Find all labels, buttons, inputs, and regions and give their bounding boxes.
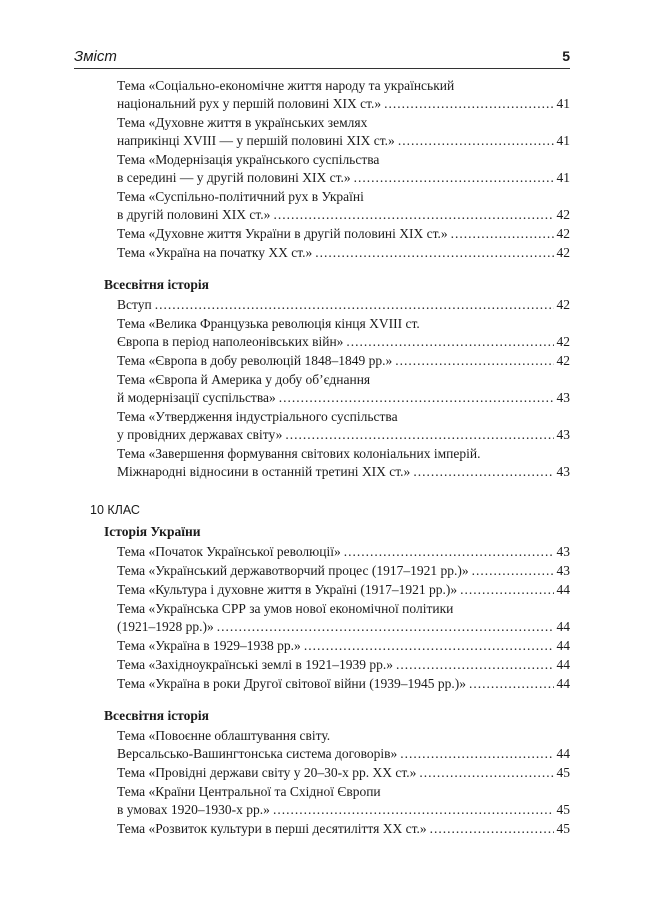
toc-entry-title-end: національний рух у першій половині XIX ст.» — [117, 96, 382, 111]
dot-leader — [354, 169, 554, 187]
toc-entry-title-end: Міжнародні відносини в останній третині XIX ст.» — [117, 464, 411, 479]
toc-entry[interactable] — [117, 352, 570, 370]
toc-entry[interactable] — [117, 581, 570, 599]
toc-page-number: 42 — [556, 297, 570, 312]
toc-entry-line: Тема «Країни Центральної та Східної Європи — [117, 784, 381, 799]
toc-entry-leader-line — [117, 169, 570, 187]
toc-entry-title-end: у провідних державах світу» — [117, 427, 283, 442]
toc-entry-title-end: (1921–1928 рр.)» — [117, 619, 214, 634]
toc-entry-line: Тема «Соціально-економічне життя народу та український — [117, 78, 455, 93]
toc-page-number: 42 — [556, 353, 570, 368]
toc-entry[interactable] — [117, 727, 570, 763]
dot-leader — [398, 132, 554, 150]
dot-leader — [451, 225, 554, 243]
toc-entry-leader-line — [117, 637, 570, 655]
dot-leader — [285, 426, 553, 444]
toc-entry-title-end: Вступ — [117, 297, 152, 312]
section-heading: Всесвітня історія — [104, 708, 209, 723]
toc-page-number: 42 — [556, 226, 570, 241]
toc-entry-line: Тема «Велика Французька революція кінця XVIII ст. — [117, 316, 420, 331]
toc-entry[interactable] — [117, 764, 570, 782]
toc-page-number: 43 — [556, 563, 570, 578]
toc-entry-title-end: й модернізації суспільства» — [117, 390, 276, 405]
toc-entry-line: Тема «Утвердження індустріального суспільства — [117, 409, 398, 424]
toc-entry-line: Тема «Європа й Америка у добу об’єднання — [117, 372, 371, 387]
toc-entry[interactable] — [117, 151, 570, 187]
grade-label: 10 КЛАС — [90, 503, 140, 517]
toc-entry[interactable] — [117, 820, 570, 838]
dot-leader — [346, 333, 553, 351]
toc-entry-title-end: Тема «Західноукраїнські землі в 1921–1939 рр.» — [117, 657, 393, 672]
toc-page-number: 42 — [556, 334, 570, 349]
toc-entry-leader-line — [117, 543, 570, 561]
toc-page-number: 43 — [556, 390, 570, 405]
toc-page-number: 43 — [556, 544, 570, 559]
toc-page-number: 44 — [556, 582, 570, 597]
running-header — [74, 44, 570, 69]
dot-leader — [344, 543, 554, 561]
toc-entry[interactable] — [117, 408, 570, 444]
toc-entry-leader-line — [117, 225, 570, 243]
toc-entry-title-end: в умовах 1920–1930-х рр.» — [117, 802, 270, 817]
toc-entry-line: Тема «Повоєнне облаштування світу. — [117, 728, 331, 743]
toc-page-number: 45 — [556, 821, 570, 836]
toc-entry-title-end: Тема «Культура і духовне життя в Україні (1917–1921 рр.)» — [117, 582, 458, 597]
toc-page-number: 41 — [556, 170, 570, 185]
toc-entry-title-end: Тема «Початок Української революції» — [117, 544, 341, 559]
toc-entry-title-end: Версальсько-Вашингтонська система договорів» — [117, 746, 398, 761]
toc-entry-line: Тема «Українська СРР за умов нової економічної політики — [117, 601, 454, 616]
toc-entry-leader-line — [117, 389, 570, 407]
section-heading: Всесвітня історія — [104, 277, 209, 292]
toc-entry-line: Тема «Духовне життя в українських землях — [117, 115, 368, 130]
toc-entry-leader-line — [117, 206, 570, 224]
toc-entry-leader-line — [117, 463, 570, 481]
toc-entry[interactable] — [117, 783, 570, 819]
page-number: 5 — [562, 48, 570, 64]
toc-entry-leader-line — [117, 95, 570, 113]
toc-entry-title-end: наприкінці XVIII — у першій половині XIX ст.» — [117, 133, 395, 148]
dot-leader — [273, 801, 554, 819]
toc-entry[interactable] — [117, 371, 570, 407]
section-heading: Історія України — [104, 524, 201, 539]
toc-entry-leader-line — [117, 352, 570, 370]
toc-entry[interactable] — [117, 114, 570, 150]
toc-entry-title-end: Тема «Український державотворчий процес (1917–1921 рр.)» — [117, 563, 469, 578]
toc-entry-title-end: в середині — у другій половині XIX ст.» — [117, 170, 351, 185]
toc-entry[interactable] — [117, 562, 570, 580]
table-of-contents — [90, 77, 570, 839]
toc-entry[interactable] — [117, 315, 570, 351]
toc-entry-title-end: Тема «Україна в 1929–1938 рр.» — [117, 638, 301, 653]
toc-entry-leader-line — [117, 764, 570, 782]
toc-entry-leader-line — [117, 675, 570, 693]
dot-leader — [413, 463, 553, 481]
toc-entry-leader-line — [117, 820, 570, 838]
dot-leader — [419, 764, 553, 782]
dot-leader — [460, 581, 553, 599]
toc-page-number: 45 — [556, 802, 570, 817]
toc-entry-leader-line — [117, 244, 570, 262]
toc-entry[interactable] — [117, 445, 570, 481]
toc-entry[interactable] — [117, 244, 570, 262]
toc-entry[interactable] — [117, 77, 570, 113]
toc-page-number: 41 — [556, 133, 570, 148]
toc-entry-leader-line — [117, 333, 570, 351]
toc-entry[interactable] — [117, 225, 570, 243]
toc-entry[interactable] — [117, 637, 570, 655]
toc-entry-title-end: Тема «Україна в роки Другої світової війни (1939–1945 рр.)» — [117, 676, 466, 691]
toc-entry-leader-line — [117, 562, 570, 580]
dot-leader — [396, 656, 554, 674]
toc-page-number: 44 — [556, 657, 570, 672]
dot-leader — [430, 820, 554, 838]
toc-entry-leader-line — [117, 296, 570, 314]
toc-entry[interactable] — [117, 675, 570, 693]
toc-entry-title-end: Європа в період наполеонівських війн» — [117, 334, 344, 349]
dot-leader — [395, 352, 553, 370]
toc-entry[interactable] — [117, 600, 570, 636]
dot-leader — [217, 618, 554, 636]
toc-entry-leader-line — [117, 656, 570, 674]
toc-entry-title-end: в другій половині XIX ст.» — [117, 207, 271, 222]
dot-leader — [304, 637, 554, 655]
toc-entry-title-end: Тема «Духовне життя України в другій половині XIX ст.» — [117, 226, 448, 241]
toc-entry[interactable] — [117, 656, 570, 674]
toc-entry-leader-line — [117, 801, 570, 819]
toc-entry-leader-line — [117, 581, 570, 599]
toc-page-number: 43 — [556, 464, 570, 479]
toc-page-number: 42 — [556, 207, 570, 222]
toc-entry-line: Тема «Модернізація українського суспільства — [117, 152, 380, 167]
toc-page-number: 45 — [556, 765, 570, 780]
dot-leader — [155, 296, 554, 314]
toc-entry[interactable] — [117, 296, 570, 314]
toc-entry[interactable] — [117, 543, 570, 561]
toc-entry-title-end: Тема «Провідні держави світу у 20–30-х рр. XX ст.» — [117, 765, 417, 780]
toc-entry-leader-line — [117, 132, 570, 150]
dot-leader — [279, 389, 554, 407]
toc-page-number: 43 — [556, 427, 570, 442]
toc-entry[interactable] — [117, 188, 570, 224]
toc-entry-title-end: Тема «Європа в добу революцій 1848–1849 рр.» — [117, 353, 393, 368]
toc-page-number: 44 — [556, 746, 570, 761]
toc-page-number: 44 — [556, 676, 570, 691]
toc-entry-leader-line — [117, 745, 570, 763]
dot-leader — [384, 95, 553, 113]
toc-page-number: 41 — [556, 96, 570, 111]
dot-leader — [315, 244, 553, 262]
toc-page-number: 42 — [556, 245, 570, 260]
header-title: Зміст — [74, 48, 117, 65]
dot-leader — [400, 745, 553, 763]
dot-leader — [472, 562, 554, 580]
dot-leader — [469, 675, 554, 693]
toc-page-number: 44 — [556, 638, 570, 653]
toc-entry-leader-line — [117, 426, 570, 444]
toc-entry-line: Тема «Суспільно-політичний рух в Україні — [117, 189, 364, 204]
toc-entry-title-end: Тема «Розвиток культури в перші десятиліття XX ст.» — [117, 821, 427, 836]
toc-entry-line: Тема «Завершення формування світових колоніальних імперій. — [117, 446, 481, 461]
toc-entry-leader-line — [117, 618, 570, 636]
toc-entry-title-end: Тема «Україна на початку XX ст.» — [117, 245, 313, 260]
toc-page-number: 44 — [556, 619, 570, 634]
dot-leader — [273, 206, 553, 224]
